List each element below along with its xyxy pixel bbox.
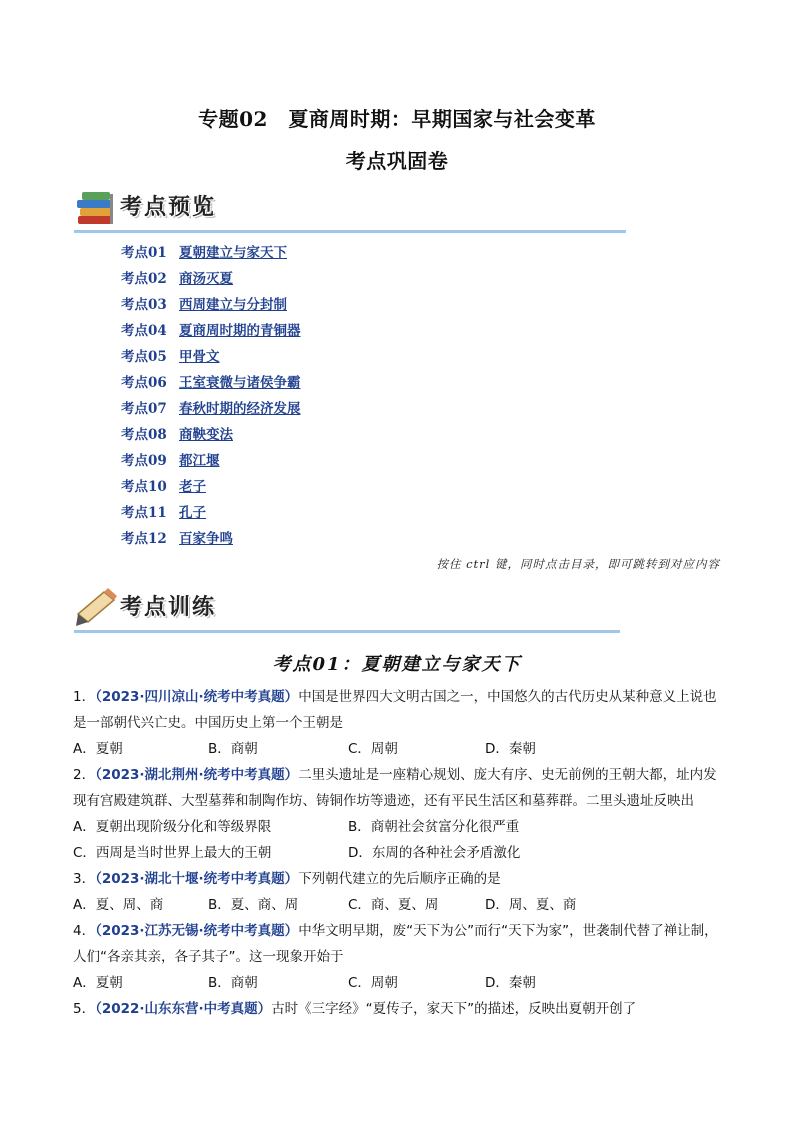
preview-banner (74, 184, 630, 232)
option-b[interactable]: B．商朝 (208, 975, 258, 991)
question-1: 1．（2023·四川凉山·统考中考真题）中国是世界四大文明古国之一，中国悠久的古代历史从某种意义上说也是一部朝代兴亡史。中国历史上第一个王朝是 (73, 689, 717, 731)
preview-banner-label: 考点预览 (120, 195, 217, 220)
option-c[interactable]: C．周朝 (348, 975, 398, 991)
option-c[interactable]: C．商、夏、周 (348, 897, 439, 913)
option-c[interactable]: C．周朝 (348, 741, 398, 757)
page-title: 专题02 夏商周时期：早期国家与社会变革 (198, 107, 596, 131)
option-b[interactable]: B．商朝社会贫富分化很严重 (348, 819, 520, 835)
toc-item[interactable]: 考点03 西周建立与分封制 (121, 297, 287, 313)
training-banner-label: 考点训练 (120, 595, 217, 620)
toc-item[interactable]: 考点05 甲骨文 (121, 349, 220, 365)
training-banner (74, 584, 622, 632)
toc-item[interactable]: 考点09 都江堰 (121, 453, 220, 469)
toc-item[interactable]: 考点10 老子 (121, 479, 206, 495)
option-b[interactable]: B．商朝 (208, 741, 258, 757)
pencil-icon (74, 584, 118, 628)
option-c[interactable]: C．西周是当时世界上最大的王朝 (73, 845, 272, 861)
option-d[interactable]: D．东周的各种社会矛盾激化 (348, 845, 521, 861)
option-d[interactable]: D．周、夏、商 (485, 897, 577, 913)
preview-banner-rule (74, 230, 626, 233)
question-3-options (73, 892, 723, 918)
question-5: 5．（2022·山东东营·中考真题）古时《三字经》“夏传子，家天下”的描述，反映出夏朝开创了 (73, 1001, 637, 1017)
question-3: 3．（2023·湖北十堰·统考中考真题）下列朝代建立的先后顺序正确的是 (73, 871, 501, 887)
books-icon (74, 186, 118, 230)
question-2-options-row-1 (73, 814, 723, 840)
page-subtitle: 考点巩固卷 (345, 149, 449, 173)
option-b[interactable]: B．夏、商、周 (208, 897, 299, 913)
toc-list (121, 243, 301, 555)
toc-item[interactable]: 考点02 商汤灭夏 (121, 271, 233, 287)
question-4: 4．（2023·江苏无锡·统考中考真题）中华文明早期，废“天下为公”而行“天下为家”，世袭制代替了禅让制，人们“各亲其亲，各子其子”。这一现象开始于 (73, 923, 718, 965)
option-a[interactable]: A．夏朝 (73, 975, 123, 991)
question-4-options (73, 970, 723, 996)
training-banner-rule (74, 630, 620, 633)
option-a[interactable]: A．夏朝出现阶级分化和等级界限 (73, 819, 272, 835)
toc-item[interactable]: 考点12 百家争鸣 (121, 531, 233, 547)
option-d[interactable]: D．秦朝 (485, 975, 536, 991)
question-1-options (73, 736, 723, 762)
toc-item[interactable]: 考点07 春秋时期的经济发展 (121, 401, 301, 417)
option-d[interactable]: D．秦朝 (485, 741, 536, 757)
toc-item[interactable]: 考点06 王室衰微与诸侯争霸 (121, 375, 301, 391)
toc-item[interactable]: 考点01 夏朝建立与家天下 (121, 245, 287, 261)
option-a[interactable]: A．夏朝 (73, 741, 123, 757)
option-a[interactable]: A．夏、周、商 (73, 897, 164, 913)
question-2: 2．（2023·湖北荆州·统考中考真题）二里头遗址是一座精心规划、庞大有序、史无前例的王朝大都，址内发现有宫殿建筑群、大型墓葬和制陶作坊、铸铜作坊等遗迹，还有平民生活区和墓葬群。二里头遗址反映出 (73, 767, 717, 809)
toc-item[interactable]: 考点08 商鞅变法 (121, 427, 233, 443)
toc-item[interactable]: 考点04 夏商周时期的青铜器 (121, 323, 301, 339)
navigation-hint: 按住 ctrl 键，同时点击目录，即可跳转到对应内容 (436, 557, 720, 571)
toc-item[interactable]: 考点11 孔子 (121, 505, 206, 521)
question-2-options-row-2 (73, 840, 723, 866)
section-heading: 考点01：夏朝建立与家天下 (272, 654, 522, 675)
